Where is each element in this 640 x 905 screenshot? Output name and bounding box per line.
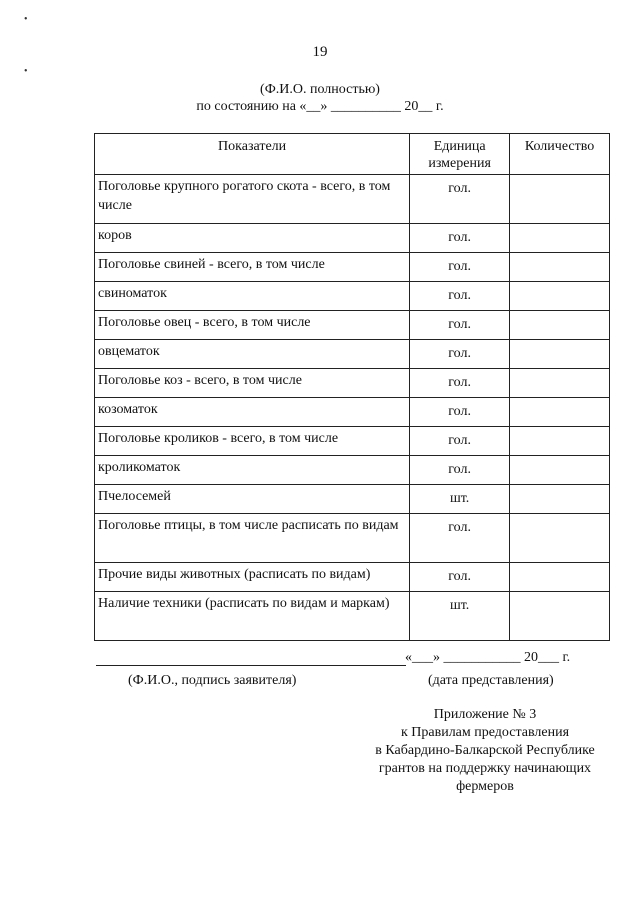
quantity-cell[interactable]: [510, 369, 610, 398]
livestock-table: [94, 133, 610, 641]
table-row: [95, 514, 610, 563]
unit-cell: гол.: [410, 456, 510, 485]
indicator-cell: кроликоматок: [95, 456, 410, 485]
unit-cell: шт.: [410, 592, 510, 641]
signature-caption: (Ф.И.О., подпись заявителя): [128, 673, 297, 688]
table-row: [95, 253, 610, 282]
unit-cell: гол.: [410, 514, 510, 563]
as-of-date-line: по состоянию на «__» __________ 20__ г.: [196, 99, 444, 114]
quantity-cell[interactable]: [510, 175, 610, 224]
indicator-cell: Прочие виды животных (расписать по видам): [95, 563, 410, 592]
indicator-cell: Поголовье кроликов - всего, в том числе: [95, 427, 410, 456]
unit-cell: гол.: [410, 369, 510, 398]
indicator-cell: Поголовье коз - всего, в том числе: [95, 369, 410, 398]
appendix-line: в Кабардино-Балкарской Республике: [375, 743, 595, 758]
scan-mark-dot: •: [24, 66, 28, 77]
indicator-cell: Поголовье овец - всего, в том числе: [95, 311, 410, 340]
indicator-cell: Поголовье птицы, в том числе расписать по видам: [95, 514, 410, 563]
unit-cell: гол.: [410, 253, 510, 282]
quantity-cell[interactable]: [510, 514, 610, 563]
indicator-cell: Поголовье свиней - всего, в том числе: [95, 253, 410, 282]
table-row: [95, 282, 610, 311]
indicator-cell: Наличие техники (расписать по видам и маркам): [95, 592, 410, 641]
unit-cell: гол.: [410, 563, 510, 592]
table-row: [95, 485, 610, 514]
submission-date-line: «___» ___________ 20___ г.: [405, 650, 571, 665]
appendix-line: фермеров: [456, 779, 514, 794]
unit-cell: гол.: [410, 311, 510, 340]
appendix-block: [330, 706, 640, 796]
quantity-cell[interactable]: [510, 485, 610, 514]
fio-label: (Ф.И.О. полностью): [260, 82, 380, 97]
quantity-cell[interactable]: [510, 311, 610, 340]
table-row: [95, 224, 610, 253]
indicator-cell: овцематок: [95, 340, 410, 369]
appendix-line: к Правилам предоставления: [400, 725, 570, 740]
quantity-cell[interactable]: [510, 253, 610, 282]
table-row: [95, 456, 610, 485]
header-unit: Единица измерения: [410, 134, 510, 175]
unit-cell: гол.: [410, 282, 510, 311]
appendix-line: Приложение № 3: [433, 707, 537, 722]
unit-cell: гол.: [410, 427, 510, 456]
table-row: [95, 398, 610, 427]
table-row: [95, 369, 610, 398]
quantity-cell[interactable]: [510, 340, 610, 369]
indicator-cell: свиноматок: [95, 282, 410, 311]
unit-cell: шт.: [410, 485, 510, 514]
quantity-cell[interactable]: [510, 456, 610, 485]
table-row: [95, 563, 610, 592]
header-indicators: Показатели: [95, 134, 410, 175]
quantity-cell[interactable]: [510, 282, 610, 311]
appendix-line: грантов на поддержку начинающих: [378, 761, 592, 776]
table-row: [95, 175, 610, 224]
table-row: [95, 592, 610, 641]
table-header-row: [95, 134, 610, 175]
indicator-cell: козоматок: [95, 398, 410, 427]
quantity-cell[interactable]: [510, 563, 610, 592]
quantity-cell[interactable]: [510, 427, 610, 456]
scan-mark-dot: •: [24, 14, 28, 25]
quantity-cell[interactable]: [510, 224, 610, 253]
header-quantity: Количество: [510, 134, 610, 175]
unit-cell: гол.: [410, 398, 510, 427]
indicator-cell: Пчелосемей: [95, 485, 410, 514]
unit-cell: гол.: [410, 224, 510, 253]
quantity-cell[interactable]: [510, 398, 610, 427]
indicator-cell: Поголовье крупного рогатого скота - всего, в том числе: [95, 175, 410, 224]
table-row: [95, 311, 610, 340]
unit-cell: гол.: [410, 175, 510, 224]
page-number: 19: [312, 44, 328, 60]
table-row: [95, 427, 610, 456]
unit-cell: гол.: [410, 340, 510, 369]
date-caption: (дата представления): [428, 673, 554, 688]
quantity-cell[interactable]: [510, 592, 610, 641]
signature-line: [96, 665, 406, 666]
indicator-cell: коров: [95, 224, 410, 253]
table-row: [95, 340, 610, 369]
